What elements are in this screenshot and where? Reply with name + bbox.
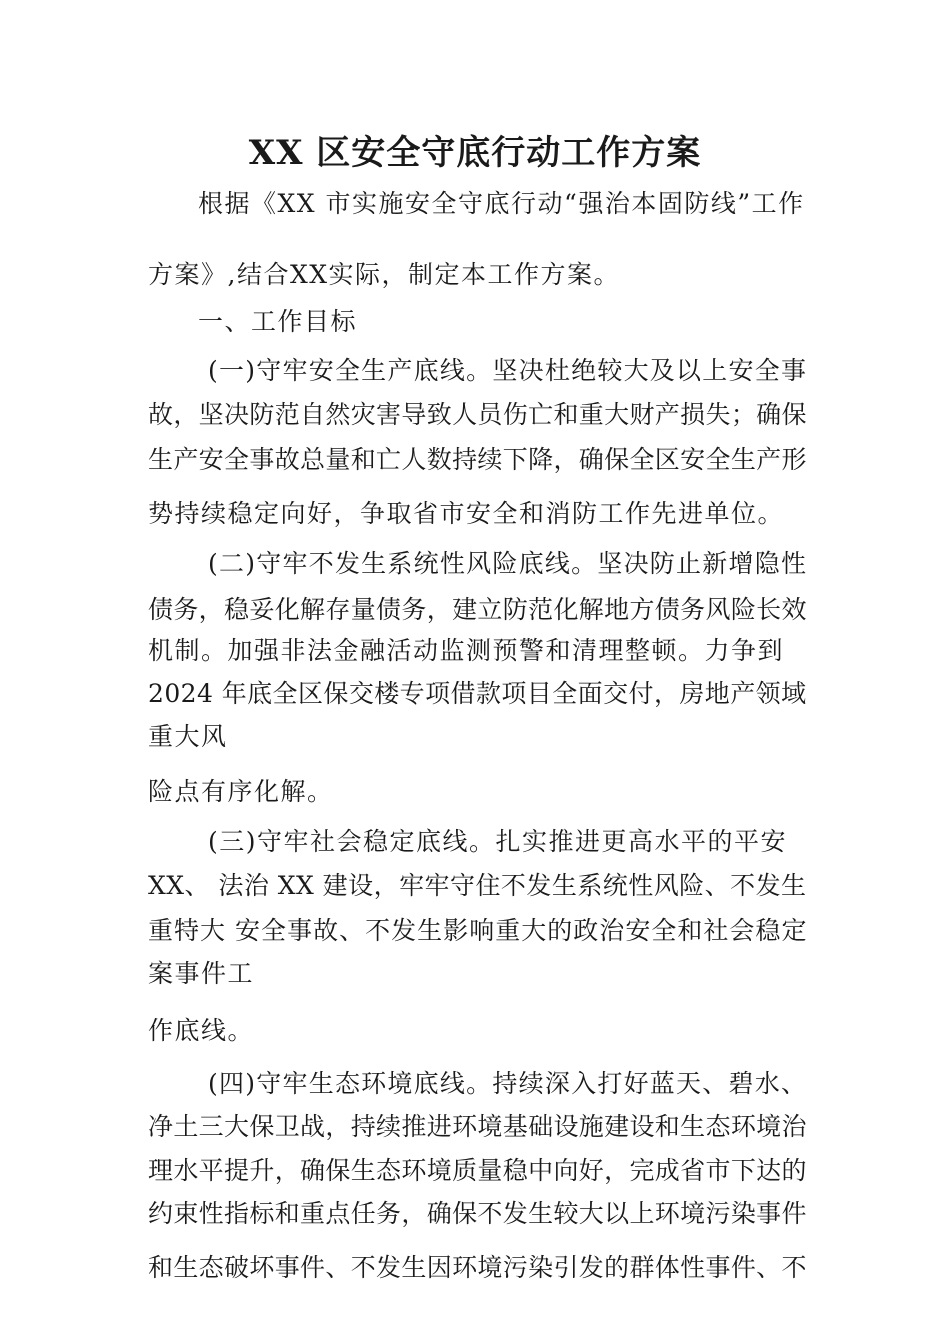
section-heading: 一、工作目标 bbox=[198, 307, 358, 336]
document-title: XX 区安全守底行动工作方案 bbox=[248, 133, 702, 173]
text-line: 债务，稳妥化解存量债务，建立防范化解地方债务风险长效 bbox=[148, 595, 807, 624]
text-line: 作底线。 bbox=[148, 1016, 255, 1045]
text-line: 2024 年底全区保交楼专项借款项目全面交付，房地产领域 bbox=[148, 679, 807, 708]
text-line: 重特大 安全事故、不发生影响重大的政治安全和社会稳定 bbox=[148, 916, 808, 945]
text-line: XX、 法治 XX 建设，牢牢守住不发生系统性风险、不发生 bbox=[148, 871, 807, 900]
text-line: 根据《XX 市实施安全守底行动“强治本固防线”工作 bbox=[198, 189, 805, 218]
text-line: 约束性指标和重点任务，确保不发生较大以上环境污染事件 bbox=[148, 1199, 807, 1228]
text-line: (一)守牢安全生产底线。坚决杜绝较大及以上安全事 bbox=[208, 356, 808, 385]
text-line: 机制。加强非法金融活动监测预警和清理整顿。力争到 bbox=[148, 636, 785, 665]
text-line: 生产安全事故总量和亡人数持续下降，确保全区安全生产形 bbox=[148, 445, 807, 474]
text-line: 和生态破坏事件、不发生因环境污染引发的群体性事件、不 bbox=[148, 1253, 807, 1282]
text-line: 净土三大保卫战，持续推进环境基础设施建设和生态环境治 bbox=[148, 1112, 807, 1141]
text-line: (三)守牢社会稳定底线。扎实推进更高水平的平安 bbox=[208, 827, 788, 856]
text-line: 势持续稳定向好，争取省市安全和消防工作先进单位。 bbox=[148, 499, 785, 528]
text-line: 理水平提升，确保生态环境质量稳中向好，完成省市下达的 bbox=[148, 1156, 807, 1185]
text-line: 案事件工 bbox=[148, 959, 255, 988]
text-line: 重大风 bbox=[148, 722, 228, 751]
text-line: (二)守牢不发生系统性风险底线。坚决防止新增隐性 bbox=[208, 549, 808, 578]
text-line: (四)守牢生态环境底线。持续深入打好蓝天、碧水、 bbox=[208, 1069, 808, 1098]
text-line: 方案》,结合XX实际，制定本工作方案。 bbox=[148, 260, 621, 289]
text-line: 故，坚决防范自然灾害导致人员伤亡和重大财产损失；确保 bbox=[148, 400, 807, 429]
text-line: 险点有序化解。 bbox=[148, 777, 334, 806]
